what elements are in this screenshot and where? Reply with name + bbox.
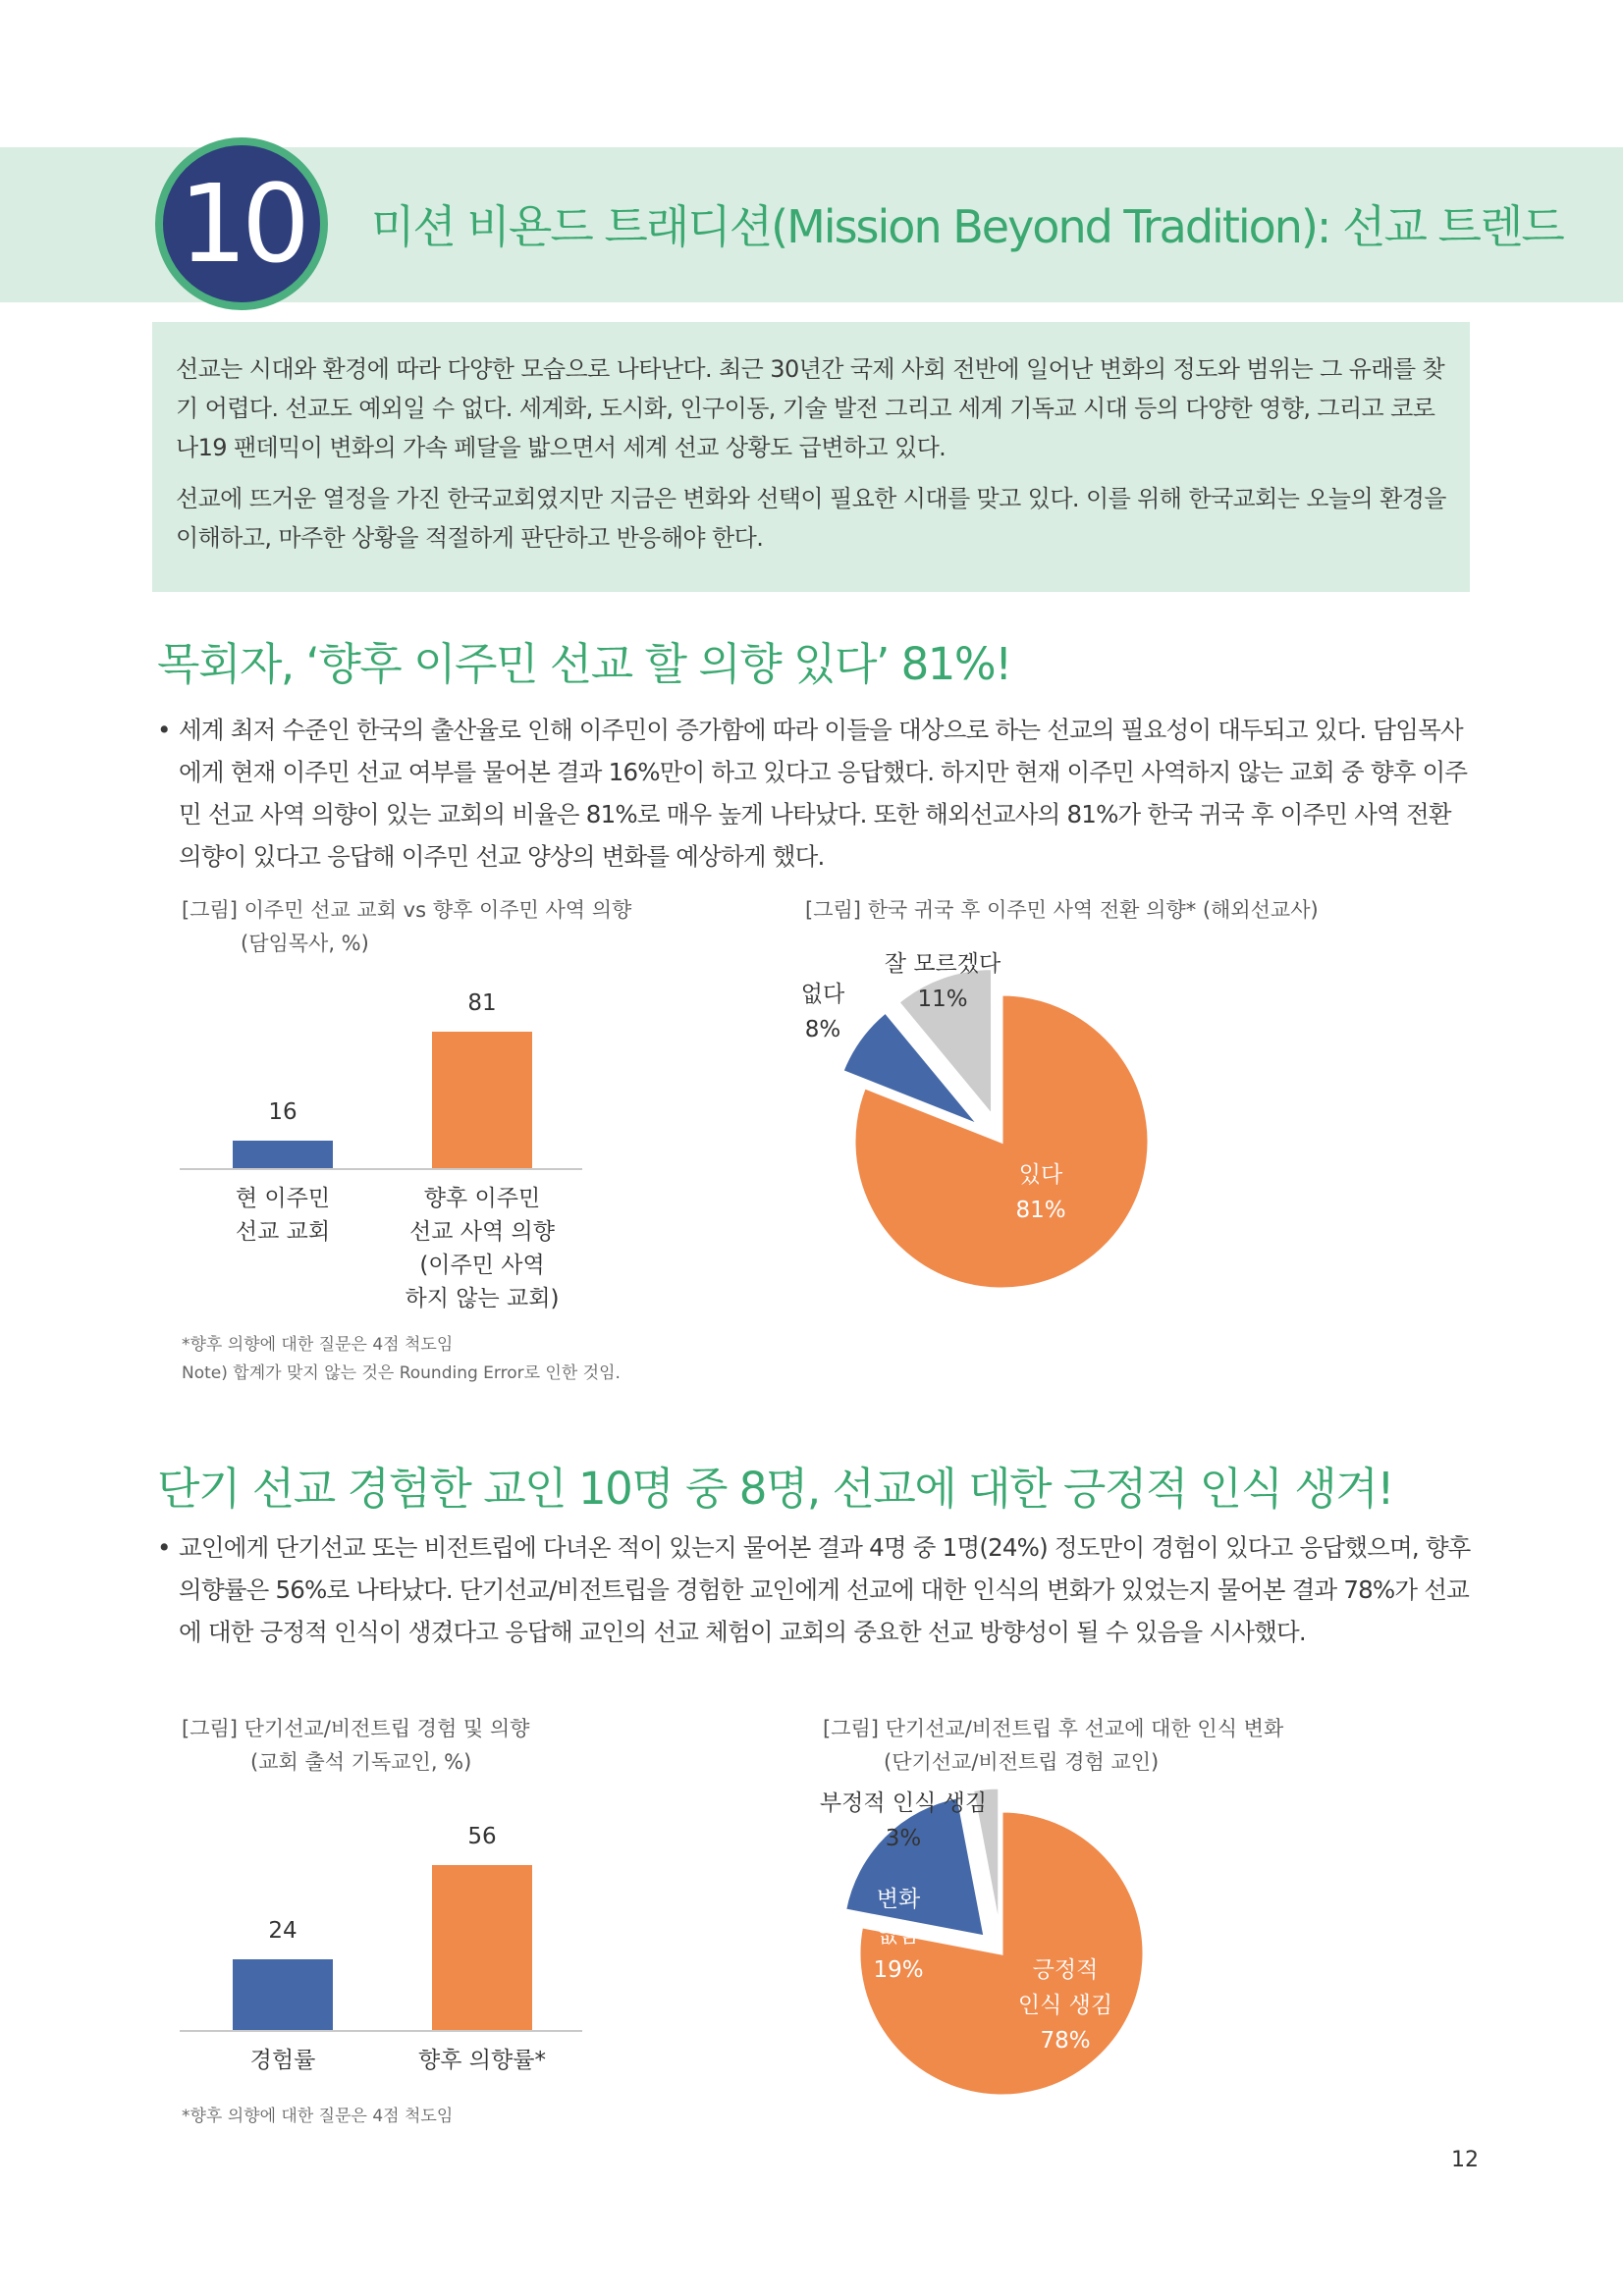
chart1-category-label-1-3: 하지 않는 교회) xyxy=(405,1286,560,1311)
chart4-slice-value-2: 3% xyxy=(885,1826,922,1851)
chart-note-1: *향후 의향에 대한 질문은 4점 척도임 xyxy=(182,1335,454,1355)
chart1-value-label-1: 81 xyxy=(467,989,497,1016)
chart3-subtitle: (교회 출석 기독교인, %) xyxy=(250,1750,472,1774)
section1-title: 목회자, ‘향후 이주민 선교 할 의향 있다’ 81%! xyxy=(157,638,1011,690)
chart4-slice-label-0b: 인식 생김 xyxy=(1017,1993,1113,2018)
chart2-slice-label-1: 없다 xyxy=(800,982,845,1007)
page-number: 12 xyxy=(1451,2148,1479,2172)
chart2-slice-value-2: 11% xyxy=(917,987,968,1012)
chart2-slice-value-0: 81% xyxy=(1015,1198,1066,1223)
chart1-category-label-1-1: 선교 사역 의향 xyxy=(409,1219,555,1245)
chart1-baseline xyxy=(180,1168,582,1170)
chart3-bar-1 xyxy=(432,1865,532,2030)
chart4-slice-label-0a: 긍정적 xyxy=(1032,1957,1099,1983)
section1-bullet-text: 세계 최저 수준인 한국의 출산율로 인해 이주민이 증가함에 따라 이들을 대상으로 하는 선교의 필요성이 대두되고 있다. 담임목사에게 현재 이주민 선교 여부를 물어본 결과 16%만이 하고 있다고 응답했다. 하지만 현재 이주민 사역하지 않는 교회 중 향후 이주민 선교 사역 의향이 있는 교회의 비율은 81%로 매우 높게 나타났다. 또한 해외선교사의 81%가 한국 귀국 후 이주민 사역 전환 의향이 있다고 응답해 이주민 선교 양상의 변화를 예상하게 했다. xyxy=(179,716,1468,871)
intro-box xyxy=(152,322,1470,592)
chart-note-2: Note) 합계가 맞지 않는 것은 Rounding Error로 인한 것임. xyxy=(182,1363,621,1383)
chart3-category-label-0-0: 경험률 xyxy=(249,2048,316,2073)
page-title: 미션 비욘드 트래디션(Mission Beyond Tradition): 선교 트렌드 xyxy=(371,200,1563,253)
chart4-slice-value-1: 19% xyxy=(873,1957,924,1983)
chart4-subtitle: (단기선교/비전트립 경험 교인) xyxy=(884,1750,1160,1774)
chart4-slice-label-1b: 없음 xyxy=(876,1922,921,1948)
chart1-bar-0 xyxy=(233,1141,333,1168)
chart3-category-label-1-0: 향후 의향률* xyxy=(418,2048,546,2073)
chart2-pie xyxy=(805,942,1217,1315)
chart3-baseline xyxy=(180,2030,582,2032)
chart3-value-label-1: 56 xyxy=(467,1824,497,1849)
chart1-category-label-1-0: 향후 이주민 xyxy=(423,1186,541,1211)
chart4-slice-label-2: 부정적 인식 생김 xyxy=(819,1790,988,1816)
chart4-slice-label-1a: 변화 xyxy=(876,1887,921,1912)
chart-note-3: *향후 의향에 대한 질문은 4점 척도임 xyxy=(182,2107,454,2126)
intro-paragraph-2: 선교에 뜨거운 열정을 가진 한국교회였지만 지금은 변화와 선택이 필요한 시대를 맞고 있다. 이를 위해 한국교회는 오늘의 환경을 이해하고, 마주한 상황을 적절하게 판단하고 반응해야 한다. xyxy=(176,485,1446,552)
section2-title: 단기 선교 경험한 교인 10명 중 8명, 선교에 대한 긍정적 인식 생겨! xyxy=(157,1463,1393,1515)
bullet-mark: • xyxy=(157,1533,171,1562)
chart2-slice-label-0: 있다 xyxy=(1018,1162,1063,1188)
chart2-slice-label-2: 잘 모르겠다 xyxy=(884,951,1001,977)
intro-paragraph-1: 선교는 시대와 환경에 따라 다양한 모습으로 나타난다. 최근 30년간 국제 사회 전반에 일어난 변화의 정도와 범위는 그 유래를 찾기 어렵다. 선교도 예외일 수 없다. 세계화, 도시화, 인구이동, 기술 발전 그리고 세계 기독교 시대 등의 다양한 영향, 그리고 코로나19 팬데믹이 변화의 가속 페달을 밟으면서 세계 선교 상황도 급변하고 있다. xyxy=(176,355,1445,461)
chart1-category-label-0-0: 현 이주민 xyxy=(235,1186,331,1211)
chart3-title: [그림] 단기선교/비전트립 경험 및 의향 xyxy=(182,1717,530,1740)
chart1-bar-1 xyxy=(432,1032,532,1168)
chart1-subtitle: (담임목사, %) xyxy=(241,932,369,955)
chart1-title: [그림] 이주민 선교 교회 vs 향후 이주민 사역 의향 xyxy=(182,898,632,922)
chart4-title: [그림] 단기선교/비전트립 후 선교에 대한 인식 변화 xyxy=(823,1717,1284,1740)
chart1-category-label-0-1: 선교 교회 xyxy=(235,1219,331,1245)
bullet-mark: • xyxy=(157,716,171,744)
chart4-slice-value-0: 78% xyxy=(1040,2028,1091,2054)
chart1-category-label-1-2: (이주민 사역 xyxy=(419,1253,545,1278)
chart3-bar-0 xyxy=(233,1959,333,2030)
section2-bullet xyxy=(157,1526,1473,1653)
section2-bullet-text: 교인에게 단기선교 또는 비전트립에 다녀온 적이 있는지 물어본 결과 4명 중 1명(24%) 정도만이 경험이 있다고 응답했으며, 향후 의향률은 56%로 나타났다. 단기선교/비전트립을 경험한 교인에게 선교에 대한 인식의 변화가 있었는지 물어본 결과 78%가 선교에 대한 긍정적 인식이 생겼다고 응답해 교인의 선교 체험이 교회의 중요한 선교 방향성이 될 수 있음을 시사했다. xyxy=(179,1533,1471,1646)
section-number-badge: 10 xyxy=(155,137,328,310)
chart3-value-label-0: 24 xyxy=(268,1918,298,1944)
chart2-title: [그림] 한국 귀국 후 이주민 사역 전환 의향* (해외선교사) xyxy=(805,898,1319,922)
chart1-value-label-0: 16 xyxy=(268,1099,298,1126)
section1-bullet xyxy=(157,709,1473,878)
chart2-slice-value-1: 8% xyxy=(804,1017,841,1042)
